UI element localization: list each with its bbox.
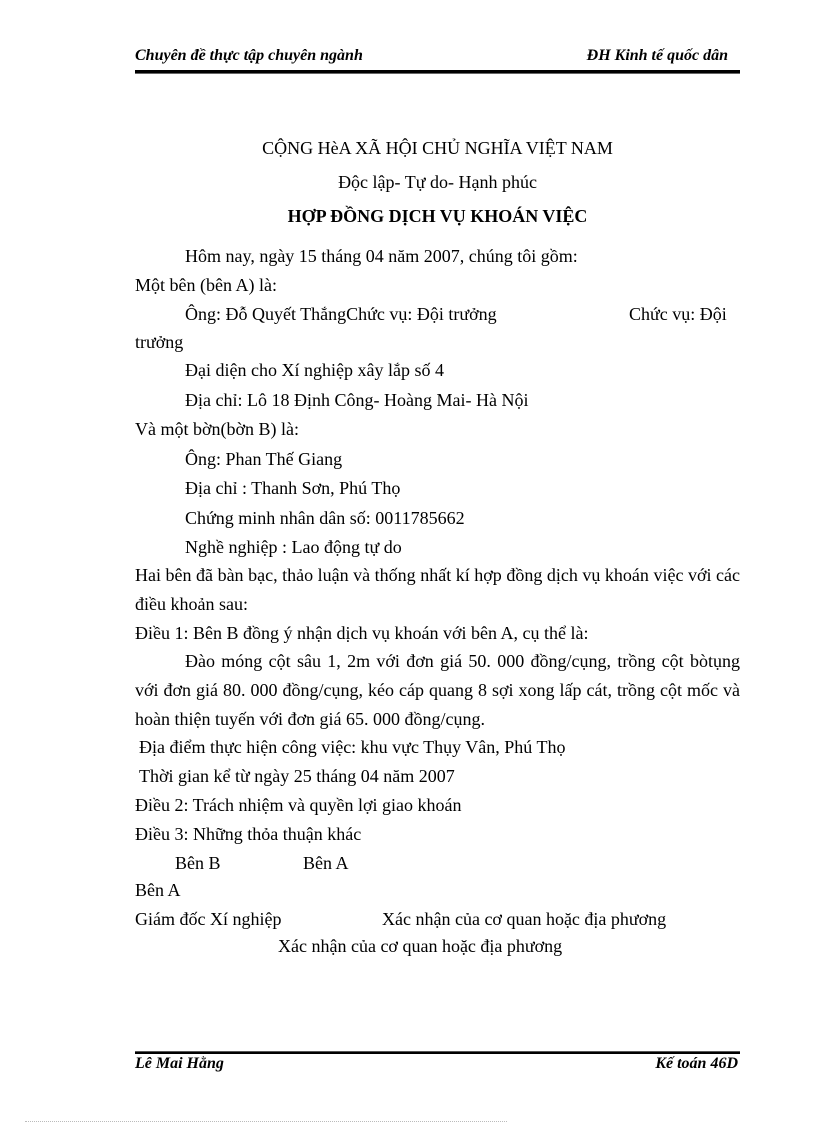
party-a-name: Ông: Đỗ Quyết ThắngChức vụ: Đội trưởng (185, 304, 497, 324)
article-1: Điều 1: Bên B đồng ý nhận dịch vụ khoán với bên A, cụ thể là: (135, 623, 589, 643)
party-a-position: Chức vụ: Đội (629, 304, 727, 324)
header-rule (135, 70, 740, 74)
page-header (135, 47, 740, 69)
party-b-id: Chứng minh nhân dân số: 0011785662 (185, 508, 465, 528)
article-3: Điều 3: Những thỏa thuận khác (135, 824, 362, 844)
article-1-detail: Đào móng cột sâu 1, 2m với đơn giá 50. 000 đồng/cụng, trồng cột bòtụng với đơn giá 80. 000 đồng/cụng, kéo cáp quang 8 sợi xong lấp cát, trồng cột mốc và hoàn thiện tuyến với đơn giá 65. 000 đồng/cụng. (135, 651, 740, 729)
document-title: HỢP ĐỒNG DỊCH VỤ KHOÁN VIỆC (287, 206, 588, 226)
party-b-job: Nghề nghiệp : Lao động tự do (185, 537, 402, 557)
signature-director: Giám đốc Xí nghiệp (135, 909, 282, 929)
work-location: Địa điểm thực hiện công việc: khu vực Thụy Vân, Phú Thọ (139, 737, 566, 757)
signature-party-a: Bên A (303, 853, 349, 873)
page-footer (135, 1055, 740, 1077)
footer-rule (135, 1051, 740, 1054)
signature-party-a-2: Bên A (135, 880, 181, 900)
signature-party-b: Bên B (175, 853, 221, 873)
header-left-text: Chuyên đề thực tập chuyên ngành (135, 47, 363, 64)
party-b-address: Địa chỉ : Thanh Sơn, Phú Thọ (185, 478, 401, 498)
footer-author: Lê Mai Hằng (135, 1055, 224, 1072)
header-right-text: ĐH Kinh tế quốc dân (586, 47, 728, 64)
party-b-label: Và một bờn(bờn B) là: (135, 419, 300, 439)
party-a-label: Một bên (bên A) là: (135, 275, 277, 295)
party-a-represent: Đại diện cho Xí nghiệp xây lắp số 4 (185, 360, 444, 380)
nation-heading: CỘNG HèA XÃ HỘI CHỦ NGHĨA VIỆT NAM (262, 138, 613, 158)
agreement-paragraph: Hai bên đã bàn bạc, thảo luận và thống nhất kí hợp đồng dịch vụ khoán việc với các điều khoản sau: (135, 565, 740, 614)
party-a-address: Địa chỉ: Lô 18 Định Công- Hoàng Mai- Hà Nội (185, 390, 529, 410)
intro-line: Hôm nay, ngày 15 tháng 04 năm 2007, chúng tôi gồm: (185, 246, 578, 266)
signature-local-confirm-2: Xác nhận của cơ quan hoặc địa phương (278, 936, 563, 956)
work-time: Thời gian kể từ ngày 25 tháng 04 năm 2007 (139, 766, 455, 786)
motto: Độc lập- Tự do- Hạnh phúc (338, 172, 537, 192)
footer-class: Kế toán 46D (655, 1055, 738, 1072)
party-a-position-wrap: trưởng (135, 332, 184, 352)
signature-local-confirm: Xác nhận của cơ quan hoặc địa phương (382, 909, 667, 929)
article-2: Điều 2: Trách nhiệm và quyền lợi giao khoán (135, 795, 462, 815)
party-b-name: Ông: Phan Thế Giang (185, 449, 343, 469)
